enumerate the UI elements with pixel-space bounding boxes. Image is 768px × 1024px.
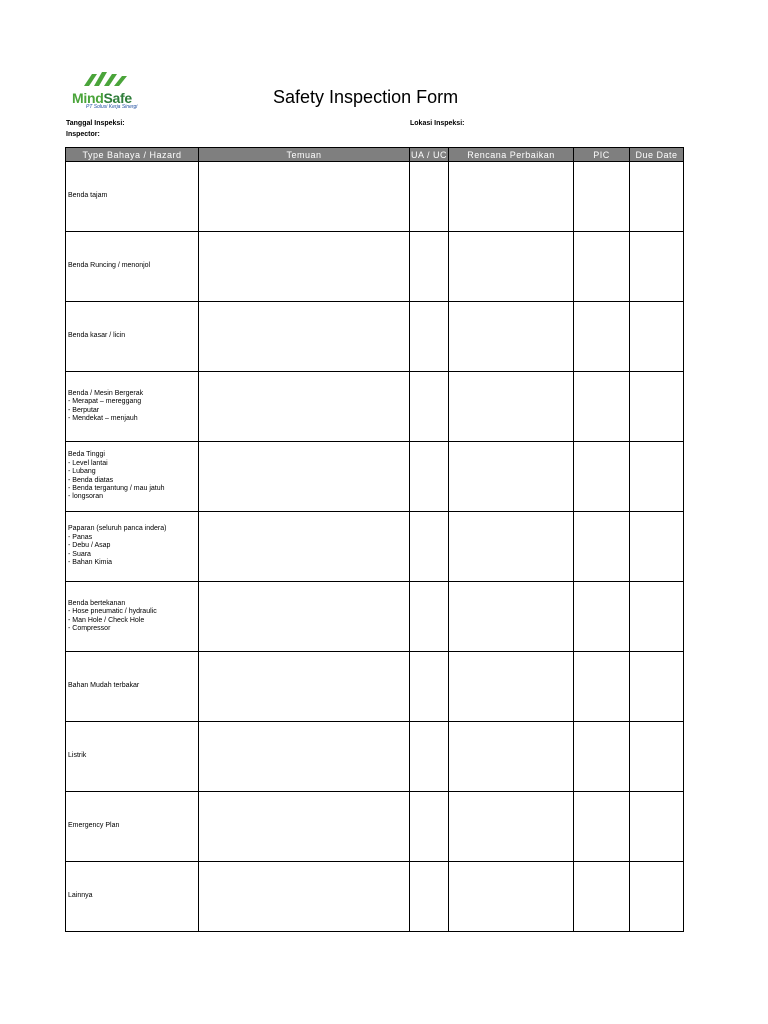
rencana-perbaikan-cell[interactable] [449,652,574,722]
rencana-perbaikan-cell[interactable] [449,862,574,932]
ua-uc-cell[interactable] [410,792,449,862]
hazard-cell [66,162,199,232]
inspection-table [65,147,684,932]
pic-cell[interactable] [574,162,630,232]
pic-cell[interactable] [574,302,630,372]
temuan-cell[interactable] [199,232,410,302]
logo-tagline: PT Solusi Kerja Sinergi [86,104,138,110]
hazard-sub-item: - Man Hole / Check Hole [68,616,145,624]
table-row [66,162,684,232]
hazard-cell [66,232,199,302]
hazard-sub-item: - Level lantai [68,459,108,467]
pic-cell[interactable] [574,862,630,932]
hazard-cell [66,442,199,512]
temuan-cell[interactable] [199,652,410,722]
hazard-cell [66,302,199,372]
hazard-type-label: Benda bertekanan [68,599,126,607]
due-date-cell[interactable] [630,722,684,792]
hazard-type-label: Bahan Mudah terbakar [68,682,140,690]
due-date-cell[interactable] [630,512,684,582]
rencana-perbaikan-cell[interactable] [449,442,574,512]
rencana-perbaikan-cell[interactable] [449,372,574,442]
hazard-cell [66,512,199,582]
hazard-type-label: Listrik [68,752,87,760]
hazard-sub-item: - Berputar [68,406,100,414]
column-header-due-date: Due Date [630,148,684,162]
rencana-perbaikan-cell[interactable] [449,582,574,652]
ua-uc-cell[interactable] [410,162,449,232]
table-row [66,512,684,582]
rencana-perbaikan-cell[interactable] [449,302,574,372]
hazard-sub-item: - Hose pneumatic / hydraulic [68,608,157,616]
due-date-cell[interactable] [630,232,684,302]
hazard-sub-item: - Suara [68,550,91,558]
ua-uc-cell[interactable] [410,442,449,512]
pic-cell[interactable] [574,512,630,582]
temuan-cell[interactable] [199,582,410,652]
pic-cell[interactable] [574,722,630,792]
temuan-cell[interactable] [199,862,410,932]
table-row [66,302,684,372]
table-row [66,792,684,862]
ua-uc-cell[interactable] [410,582,449,652]
pic-cell[interactable] [574,582,630,652]
hazard-type-label: Benda Runcing / menonjol [68,262,151,270]
hazard-type-label: Emergency Plan [68,822,120,830]
table-row [66,372,684,442]
ua-uc-cell[interactable] [410,372,449,442]
page-title: Safety Inspection Form [273,87,459,107]
pic-cell[interactable] [574,372,630,442]
due-date-cell[interactable] [630,442,684,512]
temuan-cell[interactable] [199,722,410,792]
hazard-cell [66,862,199,932]
hazard-cell [66,372,199,442]
hazard-sub-item: - Compressor [68,624,111,632]
ua-uc-cell[interactable] [410,862,449,932]
column-header-rencana-perbaikan: Rencana Perbaikan [449,148,574,162]
logo-bar [104,74,117,86]
hazard-cell [66,652,199,722]
hazard-sub-item: - Bahan Kimia [68,559,112,567]
field-label-lokasi: Lokasi Inspeksi: [410,120,465,127]
field-label-inspector: Inspector: [66,131,100,138]
hazard-type-label: Benda / Mesin Bergerak [68,389,144,397]
rencana-perbaikan-cell[interactable] [449,232,574,302]
temuan-cell[interactable] [199,792,410,862]
table-row [66,722,684,792]
due-date-cell[interactable] [630,862,684,932]
ua-uc-cell[interactable] [410,512,449,582]
hazard-sub-item: - longsoran [68,493,104,501]
ua-uc-cell[interactable] [410,302,449,372]
ua-uc-cell[interactable] [410,232,449,302]
hazard-sub-item: - Benda tergantung / mau jatuh [68,484,165,492]
pic-cell[interactable] [574,792,630,862]
pic-cell[interactable] [574,442,630,512]
hazard-cell [66,582,199,652]
due-date-cell[interactable] [630,792,684,862]
table-row [66,582,684,652]
table-row [66,862,684,932]
temuan-cell[interactable] [199,512,410,582]
hazard-sub-item: - Benda diatas [68,476,114,484]
rencana-perbaikan-cell[interactable] [449,792,574,862]
hazard-type-label: Benda kasar / licin [68,332,126,340]
table-header-row [66,148,684,162]
hazard-type-label: Lainnya [68,892,93,900]
hazard-type-label: Benda tajam [68,192,108,200]
column-header-ua-uc: UA / UC [410,149,447,160]
temuan-cell[interactable] [199,302,410,372]
rencana-perbaikan-cell[interactable] [449,512,574,582]
pic-cell[interactable] [574,232,630,302]
hazard-sub-item: - Lubang [68,468,96,476]
logo-name-mind: Mind [72,90,104,106]
ua-uc-cell[interactable] [410,652,449,722]
due-date-cell[interactable] [630,652,684,722]
due-date-cell[interactable] [630,162,684,232]
pic-cell[interactable] [574,652,630,722]
column-header-pic: PIC [574,148,630,162]
field-label-tanggal: Tanggal Inspeksi: [66,120,125,127]
table-row [66,232,684,302]
logo-bar [114,76,127,86]
ua-uc-cell[interactable] [410,722,449,792]
hazard-cell [66,722,199,792]
hazard-sub-item: - Merapat – mereggang [68,398,142,406]
hazard-sub-item: - Mendekat – menjauh [68,414,138,422]
temuan-cell[interactable] [199,442,410,512]
hazard-sub-item: - Debu / Asap [68,542,111,550]
temuan-cell[interactable] [199,372,410,442]
temuan-cell[interactable] [199,162,410,232]
due-date-cell[interactable] [630,582,684,652]
hazard-sub-item: - Panas [68,533,93,541]
due-date-cell[interactable] [630,372,684,442]
column-header-temuan: Temuan [199,148,410,162]
table-row [66,442,684,512]
column-header-hazard: Type Bahaya / Hazard [66,148,199,162]
logo-name-safe: Safe [103,90,132,106]
hazard-type-label: Beda Tinggi [68,451,105,459]
rencana-perbaikan-cell[interactable] [449,162,574,232]
hazard-type-label: Paparan (seluruh panca indera) [68,525,167,533]
table-row [66,652,684,722]
hazard-cell [66,792,199,862]
due-date-cell[interactable] [630,302,684,372]
rencana-perbaikan-cell[interactable] [449,722,574,792]
